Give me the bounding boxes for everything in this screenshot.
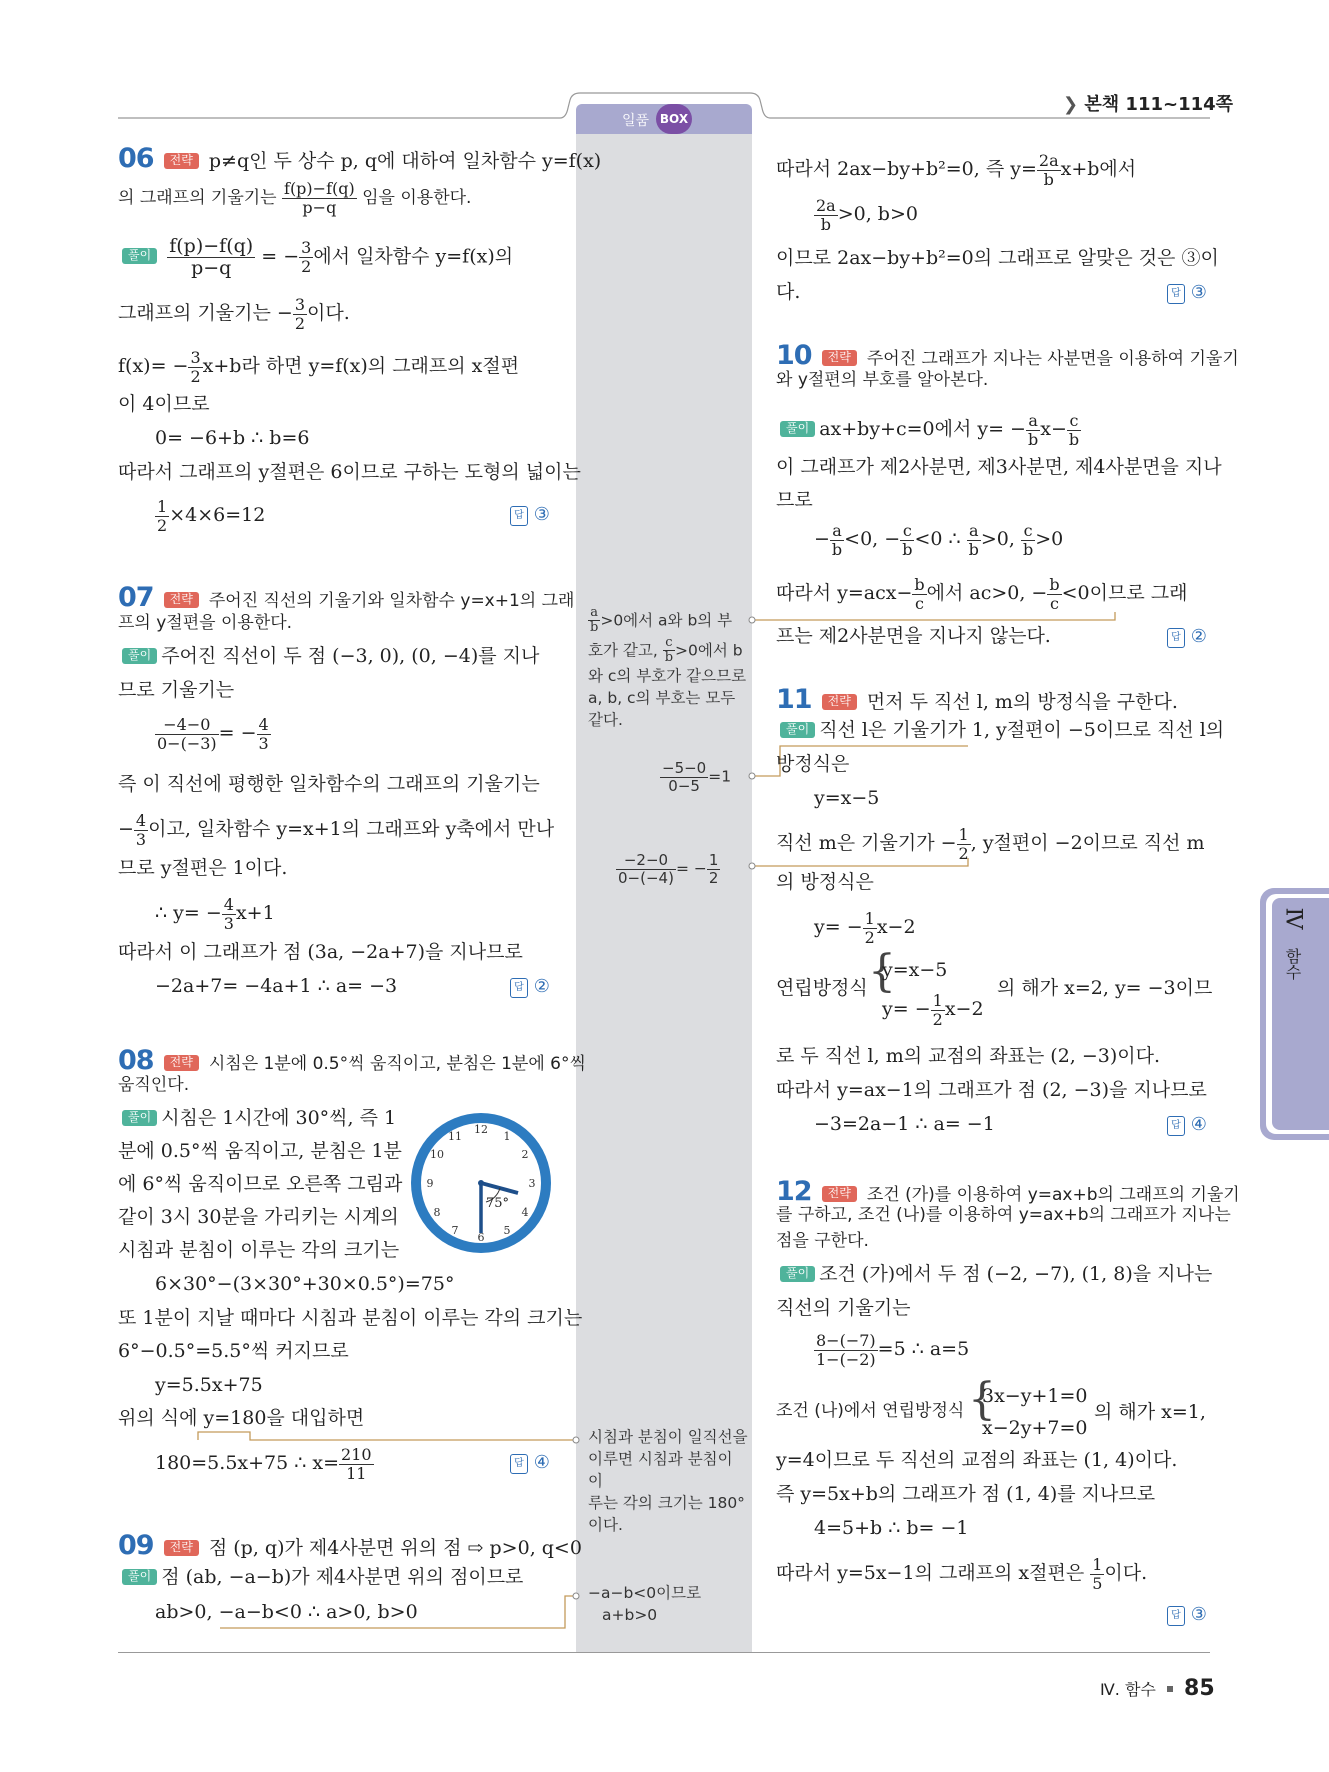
solution-tag: 풀이: [122, 248, 157, 264]
text: a, b, c의 부호는 모두: [588, 689, 736, 708]
answer-value: ③: [533, 504, 550, 525]
solution-tag: 풀이: [122, 1569, 157, 1585]
text: 주어진 직선이 두 점 (−3, 0), (0, −4)를 지나: [161, 645, 540, 667]
fraction: $\frac{c}{b}$: [664, 634, 674, 665]
q08-line8: 6×30°−(3×30°+30×0.5°)=75°: [155, 1273, 455, 1295]
text: 이고, 일차함수 y=x+1의 그래프와 y축에서 만나: [148, 818, 555, 841]
svg-text:12: 12: [474, 1123, 488, 1136]
fraction: $\frac{b}{c}$: [1049, 575, 1060, 613]
text: 에서 일차함수 y=f(x)의: [313, 245, 514, 268]
q08-strategy: 시침은 1분에 0.5°씩 움직이고, 분침은 1분에 6°씩: [208, 1054, 586, 1074]
fraction: $\frac{1}{5}$: [1092, 1555, 1103, 1593]
svg-text:1: 1: [503, 1130, 511, 1143]
fraction: $\frac{f(p)-f(q)}{p-q}$: [284, 179, 355, 217]
q10-line7: [776, 576, 1187, 612]
text: 이루면 시침과 분침이 이: [588, 1450, 733, 1490]
text: = −: [218, 722, 257, 745]
fraction: $\frac{-5-0}{0-5}$: [662, 759, 707, 795]
text: 와 c의 부호가 같으므로: [588, 667, 747, 686]
q09-strategy: 점 (p, q)가 제4사분면 위의 점 ⇨ p>0, q<0: [208, 1537, 582, 1559]
system-eq2: [882, 992, 984, 1028]
clock-angle-label: 75°: [486, 1196, 510, 1211]
fraction: $\frac{c}{b}$: [1068, 411, 1080, 449]
brace: {: [868, 946, 896, 997]
text: 직선 m은 기울기가 −: [776, 832, 957, 855]
svg-text:8: 8: [433, 1206, 441, 1219]
text: <0이므로 그래: [1061, 582, 1188, 605]
side-tab-title: 함수: [1283, 948, 1302, 980]
q11-line11: −3=2a−1 ∴ a= −1: [814, 1113, 995, 1135]
fraction: $\frac{3}{2}$: [301, 238, 312, 276]
strategy-tag: 전략: [822, 1186, 857, 1202]
strategy-tag: 전략: [164, 1540, 199, 1556]
text: a+b>0: [602, 1606, 658, 1624]
fraction: $\frac{1}{2}$: [958, 825, 969, 863]
fraction: $\frac{a}{b}$: [968, 521, 979, 559]
q10-line5: 므로: [776, 489, 813, 511]
solution-tag: 풀이: [780, 1266, 815, 1282]
q12-line1: [776, 1176, 1240, 1207]
text: ax+by+c=0에서 y= −: [819, 418, 1026, 441]
q07-strategy: 주어진 직선의 기울기와 일차함수 y=x+1의 그래: [208, 591, 575, 611]
q10-answer: [1167, 626, 1207, 648]
q07-line4: 므로 기울기는: [118, 679, 235, 701]
svg-text:7: 7: [451, 1224, 459, 1237]
text: <0 ∴: [914, 528, 967, 551]
text: >0,: [980, 528, 1021, 551]
q10-line2: 와 y절편의 부호를 알아본다.: [776, 370, 989, 390]
answer-value: ③: [1190, 282, 1207, 303]
fraction: $\frac{2a}{b}$: [1038, 151, 1059, 189]
answer-icon: 답: [1167, 628, 1185, 648]
q07-line6: 즉 이 직선에 평행한 일차함수의 그래프의 기울기는: [118, 773, 540, 795]
solution-tag: 풀이: [122, 648, 157, 664]
text: 같다.: [588, 711, 623, 730]
answer-icon: 답: [1167, 1116, 1185, 1136]
text: >0에서 a와 b의 부: [600, 611, 733, 630]
strategy-tag: 전략: [164, 1055, 199, 1071]
text: 점 (ab, −a−b)가 제4사분면 위의 점이므로: [161, 1566, 524, 1588]
text: 에서 ac>0, −: [926, 582, 1048, 605]
answer-value: ④: [533, 1452, 550, 1473]
footer-rule: [118, 1652, 1210, 1653]
q08-line11: y=5.5x+75: [155, 1374, 263, 1396]
fraction: $\frac{4}{3}$: [258, 715, 269, 753]
q11-line6: 의 방정식은: [776, 871, 874, 893]
text: 그래프의 기울기는 −: [118, 302, 293, 325]
q12-number: 12: [776, 1176, 812, 1207]
system-eq1: 3x−y+1=0: [982, 1385, 1088, 1407]
text: −: [814, 528, 830, 551]
q11-line7: [814, 910, 916, 946]
footer: [1100, 1676, 1215, 1701]
q10-line6: [814, 522, 1063, 558]
footer-dot: [1167, 1686, 1173, 1692]
fraction: $\frac{b}{c}$: [914, 575, 925, 613]
text: ×4×6=12: [169, 504, 266, 527]
q06-number: 06: [118, 143, 154, 174]
fraction: $\frac{4}{3}$: [135, 811, 147, 849]
page-number: 85: [1184, 1676, 1215, 1701]
q07-number: 07: [118, 582, 154, 613]
fraction: $\frac{8-(-7)}{1-(-2)}$: [816, 1331, 876, 1369]
q08-number: 08: [118, 1045, 154, 1076]
q06-line8: 따라서 그래프의 y절편은 6이므로 구하는 도형의 넓이는: [118, 461, 581, 483]
q11-line9: 로 두 직선 l, m의 교점의 좌표는 (2, −3)이다.: [776, 1045, 1161, 1067]
answer-value: ③: [1190, 1604, 1207, 1625]
q07-line10: 따라서 이 그래프가 점 (3a, −2a+7)을 지나므로: [118, 941, 523, 963]
q11-number: 11: [776, 684, 812, 715]
q11-line8-rest: 의 해가 x=2, y= −3이므: [997, 977, 1213, 999]
text: 따라서 y=5x−1의 그래프의 x절편은: [776, 1562, 1091, 1585]
strategy-tag: 전략: [164, 153, 199, 169]
q11-strategy: 먼저 두 직선 l, m의 방정식을 구한다.: [866, 691, 1178, 713]
fraction: $\frac{-2-0}{0-(-4)}$: [618, 851, 674, 887]
side-tab[interactable]: [1260, 888, 1329, 1140]
q08-line7: 시침과 분침이 이루는 각의 크기는: [118, 1239, 400, 1261]
text: =1: [708, 767, 732, 786]
q11-line4: y=x−5: [814, 787, 880, 809]
q09-answer: [1167, 282, 1207, 304]
system-eq1: y=x−5: [882, 959, 948, 981]
q11-line5: [776, 826, 1205, 862]
q11-line8-label: 연립방정식: [776, 977, 868, 999]
text: x−2: [944, 998, 984, 1021]
svg-text:6: 6: [477, 1231, 485, 1244]
text: 이다.: [307, 302, 350, 325]
text: 호가 같고,: [588, 640, 658, 659]
text: <0, −: [844, 528, 901, 551]
q10-strategy: 주어진 그래프가 지나는 사분면을 이용하여 기울기: [866, 349, 1239, 369]
text: f(x)= −: [118, 355, 189, 378]
strategy-tag: 전략: [164, 592, 199, 608]
text: = −: [261, 245, 300, 268]
answer-icon: 답: [510, 1454, 528, 1474]
text: y= −: [882, 998, 931, 1021]
text: 이다.: [1104, 1562, 1148, 1585]
q10-line3: [776, 412, 1081, 448]
q09c-line2: [814, 197, 918, 233]
q11-line10: 따라서 y=ax−1의 그래프가 점 (2, −3)을 지나므로: [776, 1079, 1207, 1101]
q12-line2: 를 구하고, 조건 (나)를 이용하여 y=ax+b의 그래프가 지나는: [776, 1205, 1231, 1225]
text: x+b에서: [1060, 158, 1137, 181]
text: =5 ∴ a=5: [877, 1338, 970, 1361]
text: x−: [1040, 418, 1067, 441]
text: >0에서 b: [675, 640, 743, 659]
fraction: $\frac{a}{b}$: [1027, 411, 1039, 449]
brace: {: [968, 1374, 996, 1425]
text: 직선 l은 기울기가 1, y절편이 −5이므로 직선 l의: [819, 719, 1225, 741]
answer-icon: 답: [1167, 284, 1185, 304]
answer-value: ②: [533, 976, 550, 997]
q06-strategy: p≠q인 두 상수 p, q에 대하여 일차함수 y=f(x): [208, 150, 602, 172]
text: x+b라 하면 y=f(x)의 그래프의 x절편: [202, 355, 520, 378]
fraction: $\frac{1}{2}$: [708, 851, 719, 887]
q12-line9: 즉 y=5x+b의 그래프가 점 (1, 4)를 지나므로: [776, 1483, 1156, 1505]
q11-line1: [776, 684, 1178, 715]
fraction: $\frac{1}{2}$: [932, 991, 943, 1029]
fraction: $\frac{c}{b}$: [902, 521, 913, 559]
q12-line7-rest: 의 해가 x=1,: [1094, 1401, 1206, 1423]
q12-line10: 4=5+b ∴ b= −1: [814, 1517, 969, 1539]
svg-text:5: 5: [503, 1224, 511, 1237]
q08-line9: 또 1분이 지날 때마다 시침과 분침이 이루는 각의 크기는: [118, 1307, 583, 1329]
q06-line7: 0= −6+b ∴ b=6: [155, 427, 310, 449]
q08-line6: 같이 3시 30분을 가리키는 시계의: [118, 1206, 399, 1228]
text: 시침과 분침이 일직선을: [588, 1428, 748, 1446]
system-eq2: x−2y+7=0: [982, 1417, 1088, 1439]
text: 이다.: [588, 1516, 623, 1534]
svg-text:3: 3: [528, 1177, 536, 1190]
box-badge: BOX: [656, 104, 692, 134]
strategy-tag: 전략: [822, 694, 857, 710]
strategy-tag: 전략: [822, 350, 857, 366]
solution-tag: 풀이: [122, 1110, 157, 1126]
q12-strategy: 조건 (가)를 이용하여 y=ax+b의 그래프의 기울기: [866, 1185, 1240, 1205]
q12-line4: [776, 1264, 1212, 1286]
text: ∴ y= −: [155, 902, 222, 925]
fraction: $\frac{-4-0}{0-(-3)}$: [157, 715, 217, 753]
text: >0, b>0: [837, 203, 918, 226]
q11-answer: [1167, 1114, 1207, 1136]
text: 의 그래프의 기울기는: [118, 188, 277, 209]
q09-line3: ab>0, −a−b<0 ∴ a>0, b>0: [155, 1601, 418, 1623]
text: 루는 각의 크기는 180°: [588, 1494, 745, 1512]
fraction: $\frac{4}{3}$: [223, 895, 234, 933]
svg-text:9: 9: [426, 1177, 434, 1190]
fraction: $\frac{1}{2}$: [864, 909, 875, 947]
text: x+1: [235, 902, 275, 925]
q08-line4: 분에 0.5°씩 움직이고, 분침은 1분: [118, 1140, 402, 1162]
answer-value: ④: [1190, 1114, 1207, 1135]
text: 시침은 1시간에 30°씩, 즉 1: [161, 1107, 397, 1129]
q08-line5: 에 6°씩 움직이므로 오른쪽 그림과: [118, 1173, 403, 1195]
box-label: 일품: [622, 113, 650, 129]
text: −: [118, 818, 134, 841]
text: −a−b<0이므로: [588, 1584, 702, 1602]
q09c-line3: 이므로 2ax−by+b²=0의 그래프로 알맞은 것은 ③이: [776, 247, 1219, 269]
fraction: $\frac{1}{2}$: [157, 497, 168, 535]
fraction: $\frac{3}{2}$: [190, 348, 201, 386]
fraction: $\frac{210}{11}$: [341, 1445, 372, 1483]
solution-tag: 풀이: [780, 722, 815, 738]
chevron-right-icon: ❯: [1063, 94, 1079, 115]
fraction: $\frac{f(p)-f(q)}{p-q}$: [169, 235, 254, 279]
svg-text:11: 11: [448, 1130, 462, 1143]
q07-line2: 프의 y절편을 이용한다.: [118, 613, 293, 633]
text: 따라서 2ax−by+b²=0, 즉 y=: [776, 158, 1037, 181]
svg-text:10: 10: [430, 1148, 444, 1161]
side-tab-roman: Ⅳ: [1280, 907, 1306, 930]
q09c-line4: 다.: [776, 281, 801, 303]
svg-text:4: 4: [521, 1206, 529, 1219]
page-range: 본책 111~114쪽: [1084, 94, 1234, 115]
fraction: $\frac{a}{b}$: [831, 521, 843, 559]
text: , y절편이 −2이므로 직선 m: [970, 832, 1205, 855]
q12-line3: 점을 구한다.: [776, 1231, 869, 1251]
q11-line2: [776, 720, 1224, 742]
text: y= −: [814, 916, 863, 939]
text: 임을 이용한다.: [362, 188, 472, 209]
text: = −: [675, 859, 707, 878]
q08-line2: 움직인다.: [118, 1075, 190, 1095]
text: 조건 (가)에서 두 점 (−2, −7), (1, 8)을 지나는: [819, 1263, 1213, 1285]
q07-line8: 므로 y절편은 1이다.: [118, 857, 288, 879]
text: x−2: [876, 916, 916, 939]
q10-line4: 이 그래프가 제2사분면, 제3사분면, 제4사분면을 지나: [776, 456, 1222, 478]
text: >0: [1035, 528, 1064, 551]
q12-line11: [776, 1556, 1147, 1592]
answer-value: ②: [1190, 626, 1207, 647]
q10-line1: [776, 340, 1239, 371]
fraction: $\frac{2a}{b}$: [816, 196, 836, 234]
q12-answer: [1167, 1604, 1207, 1626]
q06-line6: 이 4이므로: [118, 393, 210, 415]
solution-tag: 풀이: [780, 421, 815, 437]
q11-line3: 방정식은: [776, 753, 850, 775]
answer-icon: 답: [510, 978, 528, 998]
q09c-line1: [776, 152, 1136, 188]
q10-line8: 프는 제2사분면을 지나지 않는다.: [776, 625, 1051, 647]
q12-line7-label: 조건 (나)에서 연립방정식: [776, 1401, 965, 1421]
fraction: $\frac{a}{b}$: [590, 605, 599, 636]
q12-line5: 직선의 기울기는: [776, 1297, 911, 1319]
fraction: $\frac{c}{b}$: [1022, 521, 1034, 559]
footer-chapter: Ⅳ. 함수: [1100, 1680, 1156, 1699]
text: 180=5.5x+75 ∴ x=: [155, 1452, 340, 1475]
q08-line10: 6°−0.5°=5.5°씩 커지므로: [118, 1340, 349, 1362]
fraction: $\frac{3}{2}$: [294, 295, 306, 333]
svg-text:2: 2: [521, 1148, 529, 1161]
q09-number: 09: [118, 1530, 154, 1561]
q12-line8: y=4이므로 두 직선의 교점의 좌표는 (1, 4)이다.: [776, 1449, 1178, 1471]
answer-icon: 답: [510, 506, 528, 526]
q07-line11: −2a+7= −4a+1 ∴ a= −3: [155, 975, 398, 997]
q08-line12: 위의 식에 y=180을 대입하면: [118, 1407, 365, 1429]
answer-icon: 답: [1167, 1606, 1185, 1626]
q10-number: 10: [776, 340, 812, 371]
q12-line6: [814, 1332, 969, 1368]
text: 따라서 y=acx−: [776, 582, 913, 605]
